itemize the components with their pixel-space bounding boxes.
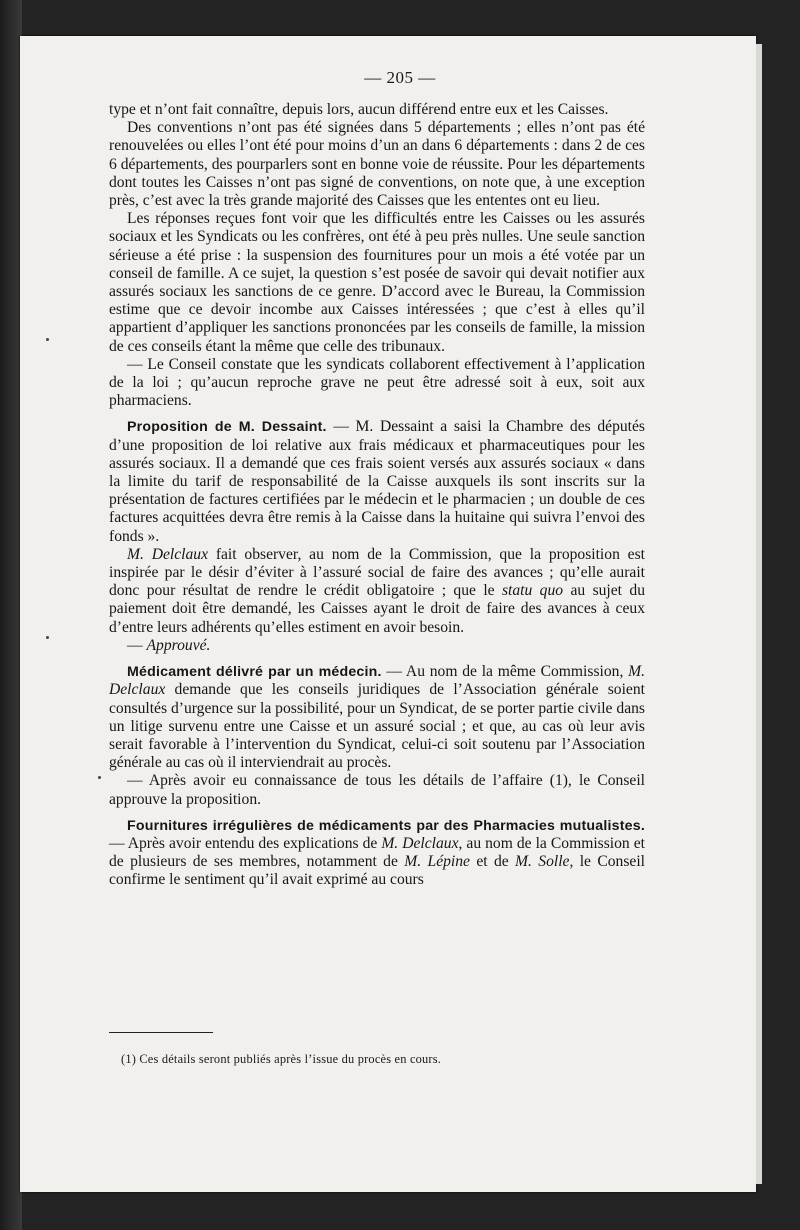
page-body xyxy=(109,101,645,890)
paragraph-conventions: Des conventions n’ont pas été signées dans 5 départements ; elles n’ont pas été renouvelées ou elles l’ont été pour moins d’un an dans 6 départements : dans 2 de ces 6 départements, des pourparlers sont en bonne voie de réussite. Pour les départements dont toutes les Caisses n’ont pas signé de conventions, on note que, à une exception près, c’est avec la très grande majorité des Caisses que les ententes ont eu lieu. xyxy=(109,119,645,210)
footnote: (1) Ces détails seront publiés après l’issue du procès en cours. xyxy=(121,1052,442,1066)
scan-speck xyxy=(46,338,49,341)
scan-background-left xyxy=(0,0,22,1230)
paragraph-difficultes: Les réponses reçues font voir que les difficultés entre les Caisses ou les assurés sociaux et les Syndicats ou les confrères, ont été à peu près nulles. Une seule sanction sérieuse a été prise : la suspension des fournitures pour un mois a été votée par un conseil de famille. A ce sujet, la question s’est posée de savoir qui devait notifier aux assurés sociaux les sanctions de ce genre. D’accord avec le Bureau, la Commission estime que ce devoir incombe aux Caisses intéressées ; que c’est à elles qu’il appartient d’appliquer les sanctions prononcées par les conseils de famille, la mission de ces conseils étant la même que celle des tribunaux. xyxy=(109,210,645,355)
paragraph-delclaux-observation xyxy=(109,546,645,637)
fournitures-text-a: — Après avoir entendu des explications de xyxy=(109,834,382,852)
delclaux-text-a: fait observer, au nom de la Commission, que la proposition est inspirée par le désir d’éviter à l’assuré social de faire des avances ; qu’elle aurait donc pour résultat de rendre le crédit obligatoire ; que le xyxy=(109,545,646,600)
person-name: M. Solle xyxy=(515,853,570,871)
paragraph-conseil-constate: — Le Conseil constate que les syndicats collaborent effectivement à l’application de la loi ; qu’aucun reproche grave ne peut être adressé soit à eux, soit aux pharmaciens. xyxy=(109,355,645,410)
section-proposition-dessaint xyxy=(109,418,645,545)
section-medicament xyxy=(109,663,645,772)
section-heading-dessaint: Proposition de M. Dessaint. xyxy=(127,419,327,436)
footnote-rule xyxy=(109,1032,213,1033)
person-name: M. Delclaux xyxy=(109,663,645,699)
medicament-text-a: — Au nom de la même Commission, xyxy=(381,663,629,681)
paragraph-approuve xyxy=(109,637,645,655)
approved-label: Approuvé. xyxy=(146,636,211,654)
latin-phrase: statu quo xyxy=(501,582,564,600)
section-heading-fournitures: Fournitures irrégulières de médicaments par des Pharmacies mutualistes. xyxy=(127,817,645,834)
person-name: M. Lépine xyxy=(404,853,470,871)
page-number: — 205 — xyxy=(364,68,436,87)
fournitures-text-d: , le Conseil confirme le sentiment qu’il avait exprimé au cours xyxy=(109,853,645,889)
section-heading-medicament: Médicament délivré par un médecin. xyxy=(127,664,382,681)
fournitures-text-c: et de xyxy=(469,853,516,871)
page-edge xyxy=(756,44,762,1184)
dessaint-text: — M. Dessaint a saisi la Chambre des députés d’une proposition de loi relative aux frais médicaux et pharmaceutiques pour les assurés sociaux. Il a demandé que ces frais soient versés aux assurés sociaux « dans la limite du tarif de responsabilité de la Caisse auxquels ils sont inscrits sur la présentation de factures certifiées par le médecin et le pharmacien ; un double de ces factures acquittées devra être remis à la Caisse dans la huitaine qui suivra l’envoi des fonds ». xyxy=(109,418,645,545)
medicament-text-b: demande que les conseils juridiques de l’Association générale soient consultés d’urgence sur la possibilité, pour un Syndicat, de se porter partie civile dans un litige survenu entre une Caisse et un assuré social ; et que, au cas où leur avis serait favorable à l’intervention du Syndicat, celui-ci soit soutenu par l’Association générale au cas où il interviendrait au procès. xyxy=(109,681,645,772)
paragraph-conseil-approuve: — Après avoir eu connaissance de tous les détails de l’affaire (1), le Conseil approuve la proposition. xyxy=(109,772,645,808)
fournitures-text-b: , au nom de la Commission et de plusieurs de ses membres, notamment de xyxy=(109,834,645,871)
person-name: M. Delclaux xyxy=(381,834,459,852)
approved-dash: — xyxy=(127,636,147,654)
section-fournitures xyxy=(109,817,645,890)
scan-speck xyxy=(98,776,101,779)
delclaux-text-b: au sujet du paiement doit être demandé, les Caisses ayant le droit de faire des avances à ceux d’entre leurs adhérents qu’elles estiment en avoir besoin. xyxy=(109,582,645,636)
scan-speck xyxy=(46,636,49,639)
person-name: M. Delclaux xyxy=(127,545,208,563)
paragraph-continuation: type et n’ont fait connaître, depuis lors, aucun différend entre eux et les Caisses. xyxy=(109,101,609,118)
